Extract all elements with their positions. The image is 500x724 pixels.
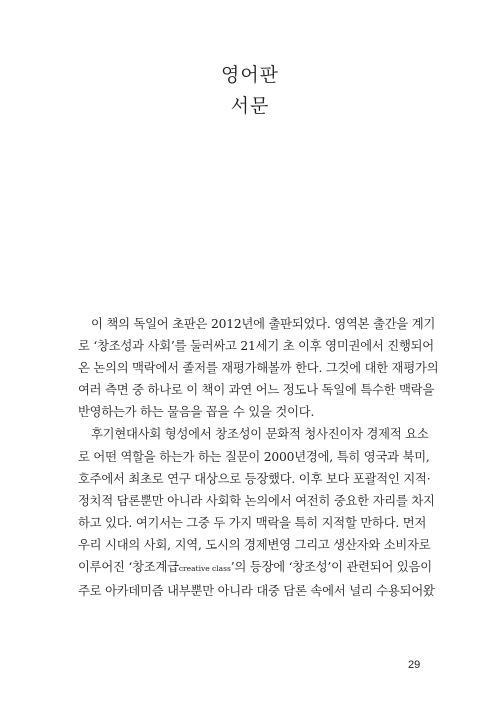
text-line: 여러 측면 중 하나로 이 책이 과연 어느 정도나 독일에 특수한 맥락을 xyxy=(78,383,435,398)
body-text xyxy=(78,313,439,602)
text-line: 온 논의의 맥락에서 졸저를 재평가해볼까 한다. 그것에 대한 재평가의 xyxy=(78,361,439,376)
title-line-1: 영어판 xyxy=(220,64,280,86)
text-line: 호주에서 최초로 연구 대상으로 등장했다. 이후 보다 포괄적인 지적· xyxy=(78,471,431,486)
text-line: 반영하는가 하는 물음을 꼽을 수 있을 것이다. xyxy=(78,405,315,420)
text-line: 이 책의 독일어 초판은 2012년에 출판되었다. 영역본 출간을 계기 xyxy=(91,317,436,331)
text-line: 하고 있다. 여기서는 그중 두 가지 맥락을 특히 지적할 만하다. 먼저 xyxy=(78,515,427,530)
text-line: 후기현대사회 형성에서 창조성이 문화적 청사진이자 경제적 요소 xyxy=(91,427,429,442)
text-line: 로 ‘창조성과 사회’를 둘러싸고 21세기 초 이후 영미권에서 진행되어 xyxy=(78,339,434,354)
chapter-title xyxy=(0,60,500,122)
title-line-2: 서문 xyxy=(230,95,270,117)
text-line: 정치적 담론뿐만 아니라 사회학 논의에서 여전히 중요한 자리를 차지 xyxy=(78,493,435,508)
gloss-text: creative class xyxy=(178,564,231,574)
text-segment: ’의 등장에 ‘창조성’이 관련되어 있음이 xyxy=(230,560,432,575)
text-line: 주로 아카데미즘 내부뿐만 아니라 대중 담론 속에서 널리 수용되어왔 xyxy=(78,584,435,599)
page-number: 29 xyxy=(408,659,421,671)
text-line: 로 어떤 역할을 하는가 하는 질문이 2000년경에, 특히 영국과 북미, xyxy=(78,449,430,464)
text-line: 우리 시대의 사회, 지역, 도시의 경제변영 그리고 생산자와 소비자로 xyxy=(78,537,431,552)
text-line-with-gloss xyxy=(78,556,432,580)
text-segment: 이루어진 ‘창조계급 xyxy=(78,560,179,575)
